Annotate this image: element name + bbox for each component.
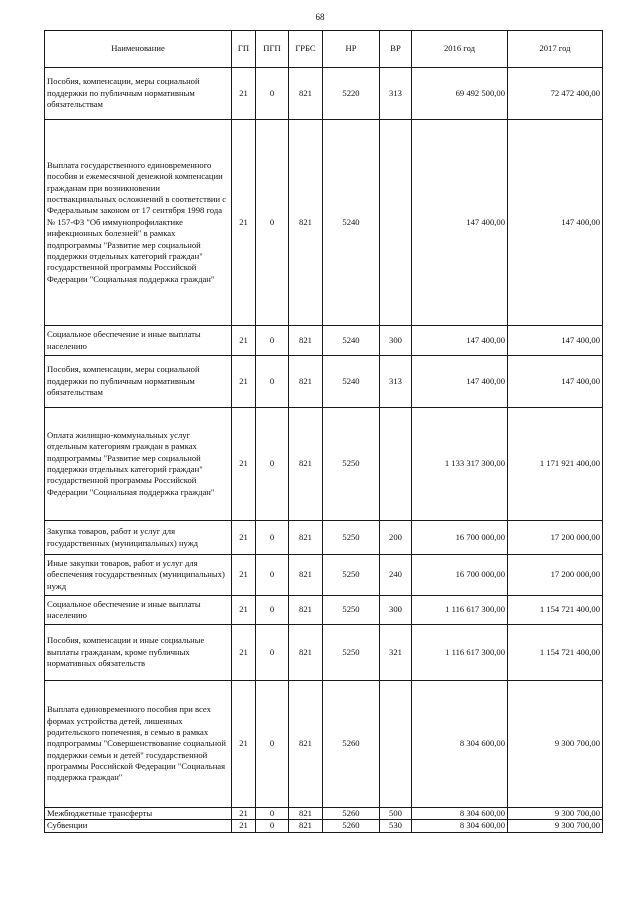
table-header — [45, 31, 603, 68]
row-grbs: 821 — [289, 808, 323, 820]
row-amount-2016: 147 400,00 — [412, 326, 508, 356]
row-nr: 5250 — [323, 555, 380, 596]
row-amount-2017: 9 300 700,00 — [508, 820, 603, 832]
row-nr: 5250 — [323, 625, 380, 681]
row-pgp: 0 — [256, 326, 289, 356]
row-vr — [380, 408, 412, 521]
row-amount-2017: 147 400,00 — [508, 120, 603, 326]
row-amount-2016: 1 116 617 300,00 — [412, 596, 508, 625]
row-vr — [380, 681, 412, 808]
header-pgp: ПГП — [256, 31, 289, 68]
row-amount-2017: 17 200 000,00 — [508, 521, 603, 555]
row-grbs: 821 — [289, 356, 323, 408]
row-name: Межбюджетные трансферты — [45, 808, 232, 820]
header-nr: НР — [323, 31, 380, 68]
row-name: Пособия, компенсации и иные социальные выплаты гражданам, кроме публичных нормативных обязательств — [45, 625, 232, 681]
row-nr: 5240 — [323, 326, 380, 356]
row-vr: 313 — [380, 68, 412, 120]
row-amount-2017: 17 200 000,00 — [508, 555, 603, 596]
header-2016: 2016 год — [412, 31, 508, 68]
table-row — [45, 820, 603, 832]
row-gp: 21 — [232, 521, 256, 555]
row-vr: 300 — [380, 326, 412, 356]
row-pgp: 0 — [256, 555, 289, 596]
table-row — [45, 596, 603, 625]
row-gp: 21 — [232, 120, 256, 326]
row-gp: 21 — [232, 681, 256, 808]
table-row — [45, 681, 603, 808]
row-pgp: 0 — [256, 68, 289, 120]
row-grbs: 821 — [289, 820, 323, 832]
row-amount-2017: 9 300 700,00 — [508, 808, 603, 820]
row-gp: 21 — [232, 326, 256, 356]
row-grbs: 821 — [289, 596, 323, 625]
header-grbs: ГРБС — [289, 31, 323, 68]
row-nr: 5260 — [323, 808, 380, 820]
row-pgp: 0 — [256, 808, 289, 820]
row-gp: 21 — [232, 596, 256, 625]
row-name: Выплата государственного единовременного пособия и ежемесячной денежной компенсации гражданам при возникновении поствакцинальных осложнений в соответствии с Федеральным законом от 17 сентября 1998 года № 157-ФЗ "Об иммунопрофилактике инфекционных болезней" в рамках подпрограммы "Развитие мер социальной поддержки отдельных категорий граждан" государственной программы Российской Федерации "Социальная поддержка граждан" — [45, 120, 232, 326]
row-amount-2017: 1 171 921 400,00 — [508, 408, 603, 521]
row-nr: 5250 — [323, 521, 380, 555]
row-name: Закупка товаров, работ и услуг для государственных (муниципальных) нужд — [45, 521, 232, 555]
header-vr: ВР — [380, 31, 412, 68]
row-name: Оплата жилищно-коммунальных услуг отдельным категориям граждан в рамках подпрограммы "Развитие мер социальной поддержки отдельных категорий граждан" государственной программы Российской Федерации "Социальная поддержка граждан" — [45, 408, 232, 521]
row-vr: 300 — [380, 596, 412, 625]
row-vr — [380, 120, 412, 326]
table-body — [45, 68, 603, 833]
budget-table — [44, 30, 603, 833]
row-nr: 5260 — [323, 820, 380, 832]
row-name: Социальное обеспечение и иные выплаты населению — [45, 326, 232, 356]
row-pgp: 0 — [256, 681, 289, 808]
row-name: Иные закупки товаров, работ и услуг для обеспечения государственных (муниципальных) нужд — [45, 555, 232, 596]
row-pgp: 0 — [256, 356, 289, 408]
row-gp: 21 — [232, 68, 256, 120]
row-amount-2016: 8 304 600,00 — [412, 820, 508, 832]
table-row — [45, 68, 603, 120]
table-row — [45, 356, 603, 408]
row-amount-2016: 16 700 000,00 — [412, 521, 508, 555]
row-gp: 21 — [232, 408, 256, 521]
row-gp: 21 — [232, 808, 256, 820]
row-amount-2016: 16 700 000,00 — [412, 555, 508, 596]
header-2017: 2017 год — [508, 31, 603, 68]
row-name: Пособия, компенсации, меры социальной поддержки по публичным нормативным обязательствам — [45, 68, 232, 120]
row-grbs: 821 — [289, 68, 323, 120]
row-amount-2017: 1 154 721 400,00 — [508, 596, 603, 625]
row-gp: 21 — [232, 356, 256, 408]
row-amount-2017: 147 400,00 — [508, 356, 603, 408]
row-vr: 500 — [380, 808, 412, 820]
row-nr: 5240 — [323, 120, 380, 326]
row-amount-2016: 147 400,00 — [412, 356, 508, 408]
header-row — [45, 31, 603, 68]
row-pgp: 0 — [256, 521, 289, 555]
row-grbs: 821 — [289, 555, 323, 596]
row-amount-2016: 147 400,00 — [412, 120, 508, 326]
table-row — [45, 625, 603, 681]
header-name: Наименование — [45, 31, 232, 68]
row-nr: 5250 — [323, 408, 380, 521]
row-grbs: 821 — [289, 521, 323, 555]
row-amount-2016: 1 133 317 300,00 — [412, 408, 508, 521]
header-gp: ГП — [232, 31, 256, 68]
table-row — [45, 555, 603, 596]
row-amount-2016: 8 304 600,00 — [412, 681, 508, 808]
row-gp: 21 — [232, 555, 256, 596]
row-amount-2017: 147 400,00 — [508, 326, 603, 356]
row-grbs: 821 — [289, 625, 323, 681]
row-vr: 200 — [380, 521, 412, 555]
row-grbs: 821 — [289, 681, 323, 808]
row-vr: 240 — [380, 555, 412, 596]
table-row — [45, 408, 603, 521]
row-nr: 5260 — [323, 681, 380, 808]
row-gp: 21 — [232, 820, 256, 832]
row-pgp: 0 — [256, 820, 289, 832]
row-gp: 21 — [232, 625, 256, 681]
row-amount-2017: 9 300 700,00 — [508, 681, 603, 808]
row-nr: 5240 — [323, 356, 380, 408]
row-amount-2017: 1 154 721 400,00 — [508, 625, 603, 681]
row-pgp: 0 — [256, 596, 289, 625]
row-grbs: 821 — [289, 326, 323, 356]
row-pgp: 0 — [256, 120, 289, 326]
row-pgp: 0 — [256, 408, 289, 521]
page-number: 68 — [315, 12, 325, 22]
row-grbs: 821 — [289, 120, 323, 326]
row-vr: 321 — [380, 625, 412, 681]
table-row — [45, 521, 603, 555]
table-row — [45, 808, 603, 820]
row-name: Субвенции — [45, 820, 232, 832]
row-amount-2017: 72 472 400,00 — [508, 68, 603, 120]
row-pgp: 0 — [256, 625, 289, 681]
row-amount-2016: 1 116 617 300,00 — [412, 625, 508, 681]
row-grbs: 821 — [289, 408, 323, 521]
table-row — [45, 326, 603, 356]
row-vr: 530 — [380, 820, 412, 832]
table-row — [45, 120, 603, 326]
row-nr: 5220 — [323, 68, 380, 120]
row-name: Пособия, компенсации, меры социальной поддержки по публичным нормативным обязательствам — [45, 356, 232, 408]
row-vr: 313 — [380, 356, 412, 408]
row-amount-2016: 8 304 600,00 — [412, 808, 508, 820]
row-name: Социальное обеспечение и иные выплаты населению — [45, 596, 232, 625]
row-nr: 5250 — [323, 596, 380, 625]
row-name: Выплата единовременного пособия при всех формах устройства детей, лишенных родительского попечения, в семью в рамках подпрограммы "Совершенствование социальной поддержки семьи и детей" государственной программы Российской Федерации "Социальная поддержка граждан" — [45, 681, 232, 808]
row-amount-2016: 69 492 500,00 — [412, 68, 508, 120]
